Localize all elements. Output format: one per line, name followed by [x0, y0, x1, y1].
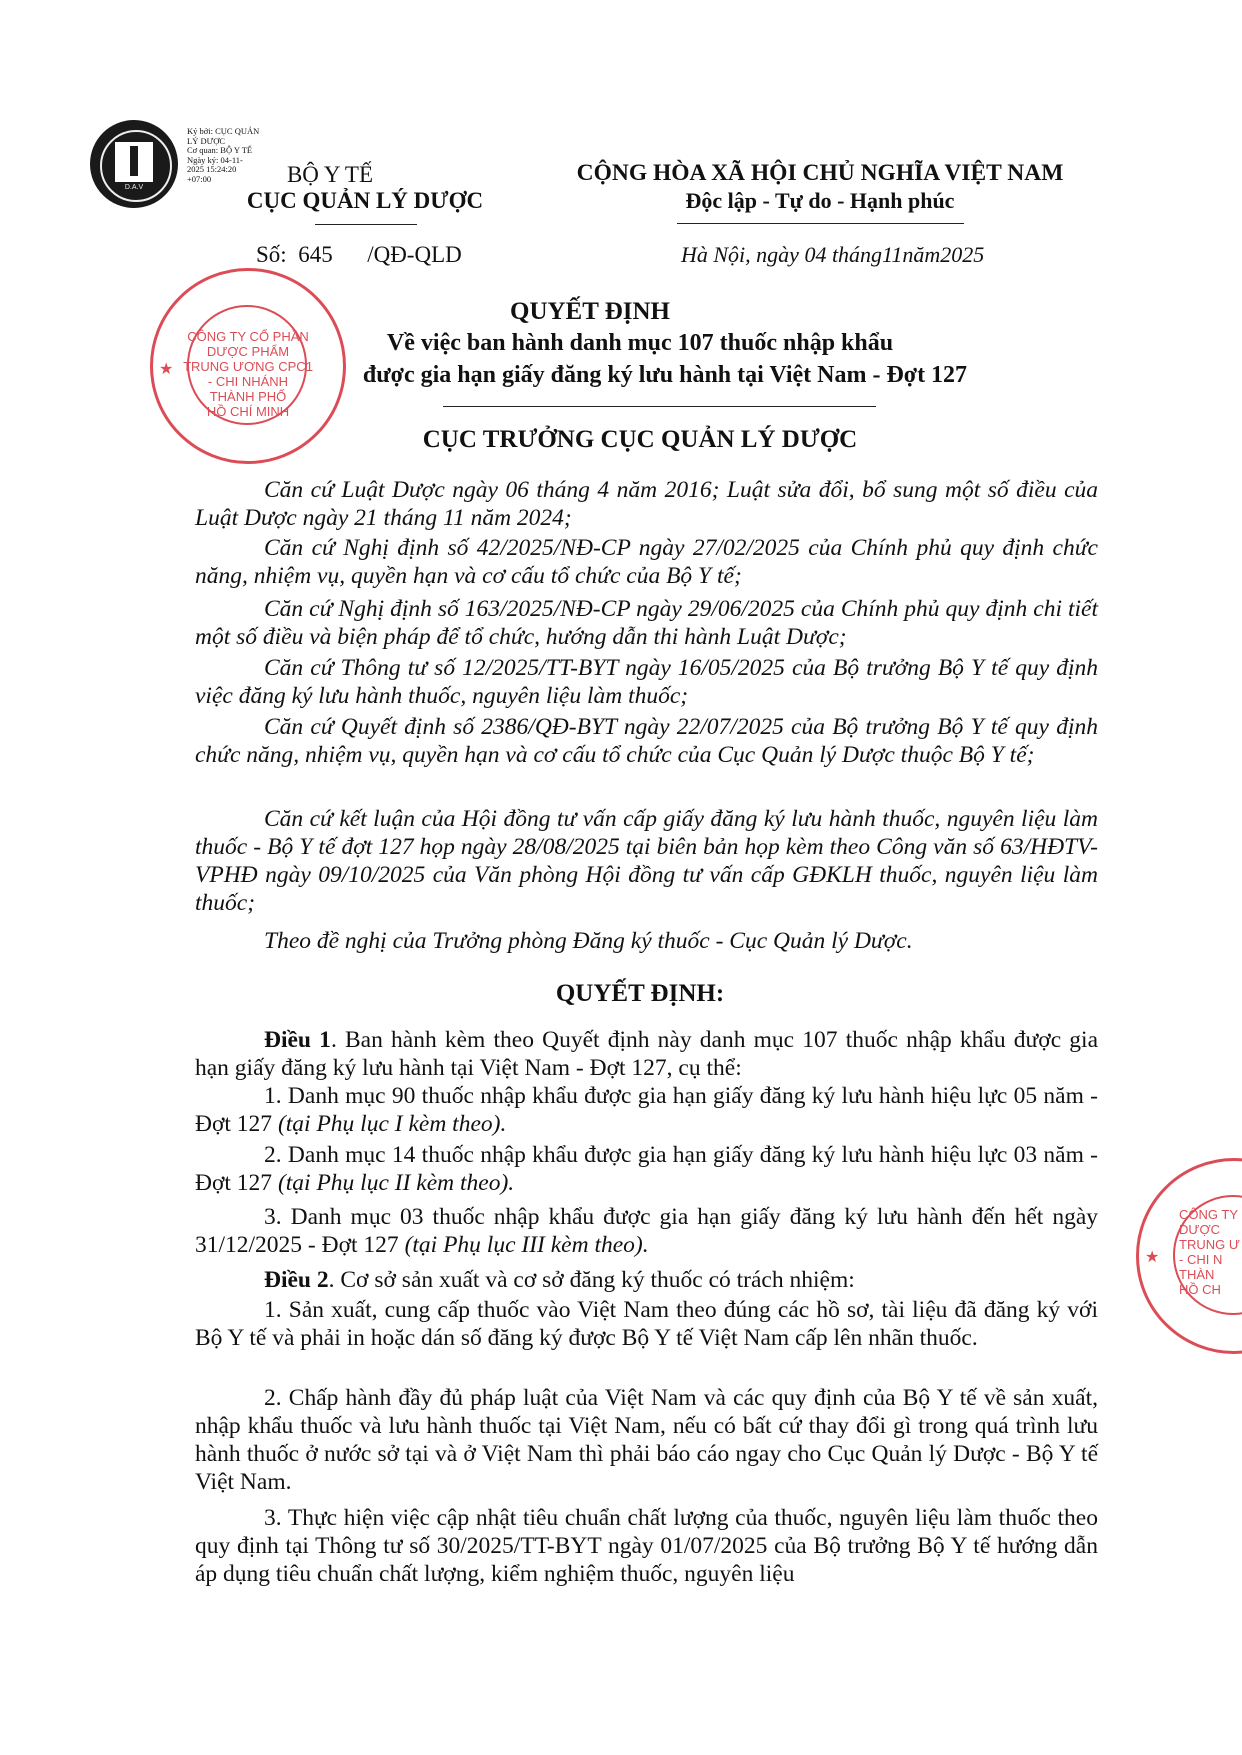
basis-3: Căn cứ Nghị định số 163/2025/NĐ-CP ngày 29/06/2025 của Chính phủ quy định chi tiết một số điều và biện pháp để tổ chức, hướng dẫn thi hành Luật Dược; [195, 596, 1098, 650]
decision-subject-line2: được gia hạn giấy đăng ký lưu hành tại Việt Nam - Đợt 127 [362, 362, 968, 388]
side-stamp [1136, 1158, 1242, 1354]
document-number: Số: 645 /QĐ-QLD [256, 242, 462, 267]
side-stamp-inner-text: CÔNG TY DƯỢC TRUNG Ư - CHI N THÀN HỒ CH [1179, 1207, 1240, 1297]
article-1-item-3: 3. Danh mục 03 thuốc nhập khẩu được gia hạn giấy đăng ký lưu hành đến hết ngày 31/12/2025 - Đợt 127 (tại Phụ lục III kèm theo). [195, 1204, 1098, 1258]
article-2-item-1: 1. Sản xuất, cung cấp thuốc vào Việt Nam theo đúng các hồ sơ, tài liệu đã đăng ký với Bộ Y tế và phải in hoặc dán số đăng ký được Bộ Y tế Việt Nam cấp lên nhãn thuốc. [195, 1297, 1098, 1351]
national-motto: Độc lập - Tự do - Hạnh phúc [685, 188, 955, 213]
title-underline [443, 406, 876, 407]
agency-name: CỤC QUẢN LÝ DƯỢC [246, 188, 484, 213]
authority-heading: CỤC TRƯỞNG CỤC QUẢN LÝ DƯỢC [422, 426, 858, 453]
company-stamp-star: ★ [159, 361, 174, 378]
article-1-item-2: 2. Danh mục 14 thuốc nhập khẩu được gia hạn giấy đăng ký lưu hành hiệu lực 03 năm - Đợt 127 (tại Phụ lục II kèm theo). [195, 1142, 1098, 1196]
basis-1: Căn cứ Luật Dược ngày 06 tháng 4 năm 2016; Luật sửa đổi, bổ sung một số điều của Luật Dược ngày 21 tháng 11 năm 2024; [195, 477, 1098, 531]
signature-logo-text: D.A.V [124, 184, 144, 191]
company-stamp-inner-text: CÔNG TY CỔ PHẦN DƯỢC PHẨM TRUNG ƯƠNG CPC1 - CHI NHÁNH THÀNH PHỐ HỒ CHÍ MINH [183, 329, 313, 419]
decision-title: QUYẾT ĐỊNH [510, 298, 670, 325]
basis-5: Căn cứ Quyết định số 2386/QĐ-BYT ngày 22/07/2025 của Bộ trưởng Bộ Y tế quy định chức năng, nhiệm vụ, quyền hạn và cơ cấu tổ chức của Cục Quản lý Dược thuộc Bộ Y tế; [195, 714, 1098, 768]
basis-4: Căn cứ Thông tư số 12/2025/TT-BYT ngày 16/05/2025 của Bộ trưởng Bộ Y tế quy định việc đăng ký lưu hành thuốc, nguyên liệu làm thuốc; [195, 655, 1098, 709]
signature-logo [90, 120, 178, 208]
article-1: Điều 1. Ban hành kèm theo Quyết định này danh mục 107 thuốc nhập khẩu được gia hạn giấy đăng ký lưu hành tại Việt Nam - Đợt 127, cụ thể: [195, 1027, 1099, 1081]
decision-heading: QUYẾT ĐỊNH: [555, 980, 725, 1007]
ministry-name: BỘ Y TẾ [286, 162, 374, 187]
basis-7: Theo đề nghị của Trưởng phòng Đăng ký thuốc - Cục Quản lý Dược. [264, 928, 913, 954]
article-2: Điều 2. Cơ sở sản xuất và cơ sở đăng ký thuốc có trách nhiệm: [264, 1267, 855, 1293]
header-right-underline [677, 223, 964, 224]
article-2-item-2: 2. Chấp hành đầy đủ pháp luật của Việt Nam và các quy định của Bộ Y tế về sản xuất, nhập khẩu thuốc và lưu hành thuốc tại Việt Nam, nếu có bất cứ thay đổi gì trong quá trình lưu hành thuốc ở nước sở tại và ở Việt Nam thì phải báo cáo ngay cho Cục Quản lý Dược - Bộ Y tế Việt Nam. [195, 1385, 1098, 1495]
republic-name: CỘNG HÒA XÃ HỘI CHỦ NGHĨA VIỆT NAM [576, 160, 1064, 186]
basis-2: Căn cứ Nghị định số 42/2025/NĐ-CP ngày 27/02/2025 của Chính phủ quy định chức năng, nhiệm vụ, quyền hạn và cơ cấu tổ chức của Bộ Y tế; [195, 535, 1098, 589]
issue-date: Hà Nội, ngày 04 tháng11năm2025 [681, 242, 985, 267]
header-left-underline [315, 224, 417, 225]
company-stamp [150, 268, 346, 464]
digital-signature-info: Ký bởi: CỤC QUẢN LÝ DƯỢC Cơ quan: BỘ Y TẾ Ngày ký: 04-11- 2025 15:24:20 +07:00 [187, 126, 260, 184]
article-2-item-3: 3. Thực hiện việc cập nhật tiêu chuẩn chất lượng của thuốc, nguyên liệu làm thuốc theo quy định tại Thông tư số 30/2025/TT-BYT ngày 01/07/2025 của Bộ trưởng Bộ Y tế hướng dẫn áp dụng tiêu chuẩn chất lượng, kiểm nghiệm thuốc, nguyên liệu [195, 1505, 1098, 1587]
article-1-item-1: 1. Danh mục 90 thuốc nhập khẩu được gia hạn giấy đăng ký lưu hành hiệu lực 05 năm - Đợt 127 (tại Phụ lục I kèm theo). [195, 1083, 1098, 1137]
side-stamp-star: ★ [1145, 1249, 1160, 1266]
decision-subject-line1: Về việc ban hành danh mục 107 thuốc nhập khẩu [386, 330, 894, 356]
basis-6: Căn cứ kết luận của Hội đồng tư vấn cấp giấy đăng ký lưu hành thuốc, nguyên liệu làm thuốc - Bộ Y tế đợt 127 họp ngày 28/08/2025 tại biên bản họp kèm theo Công văn số 63/HĐTV-VPHĐ ngày 09/10/2025 của Văn phòng Hội đồng tư vấn cấp GĐKLH thuốc, nguyên liệu làm thuốc; [195, 806, 1098, 916]
